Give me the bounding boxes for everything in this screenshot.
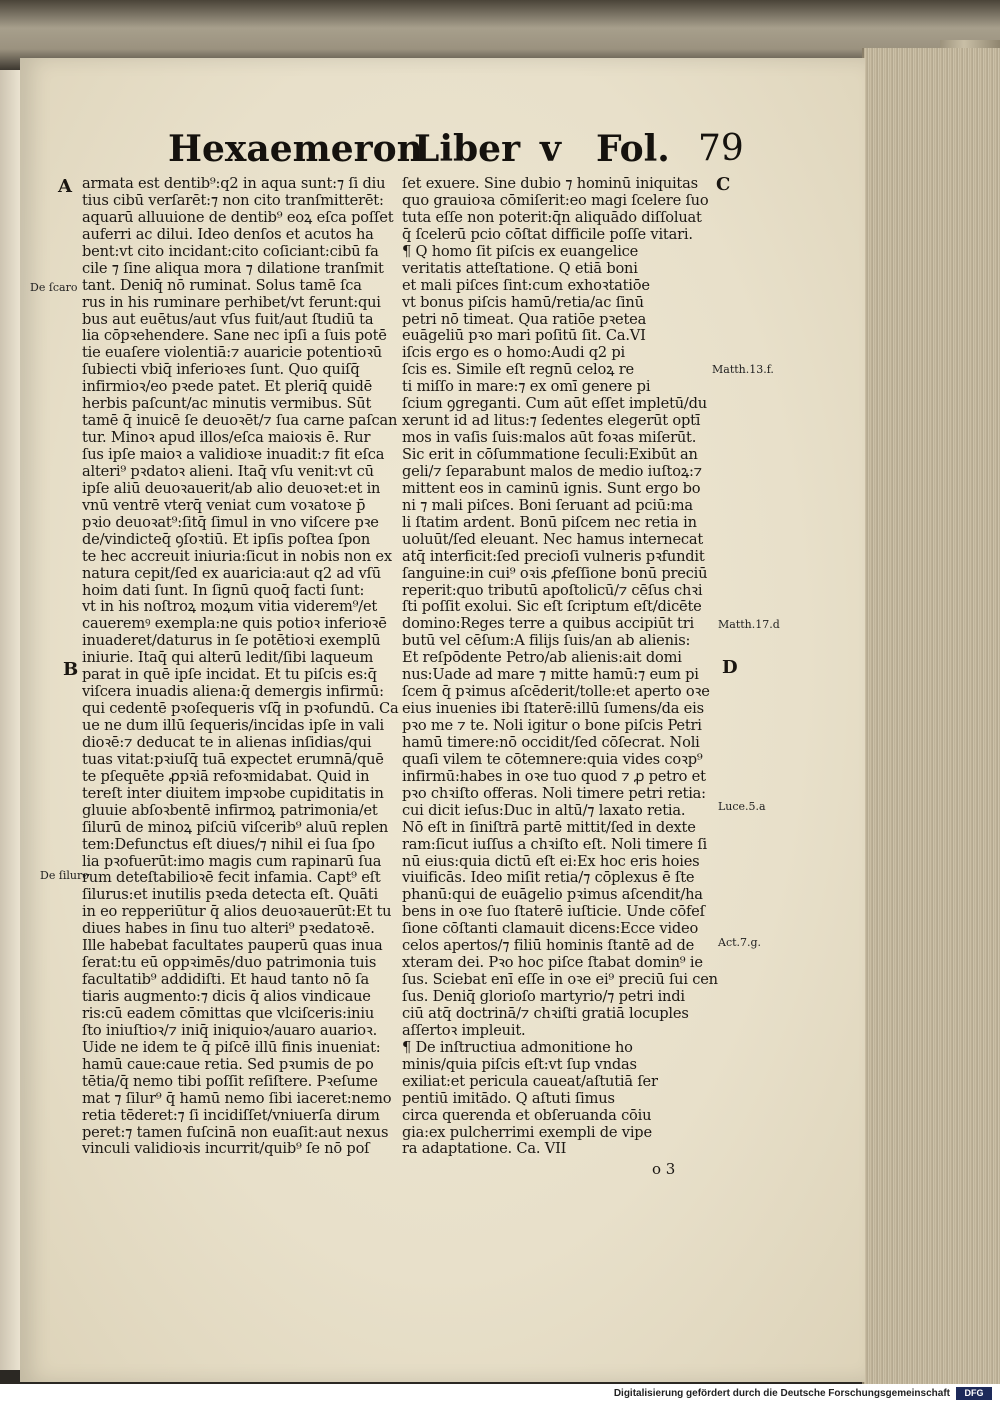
text-line: bus aut euētus/aut vſus fuit/aut ſtudiū ta	[82, 310, 374, 328]
text-line: ue ne dum illū ſequeris/incidas ipſe in vali	[82, 717, 385, 734]
text-line: ipſe aliū deuoꝛauerit/ab alio deuoꝛet:et in	[82, 479, 381, 497]
text-line: gluuie abſoꝛbentē infirmoꝝ patrimonia/et	[82, 801, 378, 819]
text-line: tereſt inter diuitem impꝛobe cupiditatis in	[82, 784, 384, 802]
text-line: li ſtatim ardent. Bonū piſcem nec retia in	[402, 513, 697, 531]
dfg-logo: DFG	[956, 1387, 992, 1400]
text-line: ſet exuere. Sine dubio ⁊ hominū iniquitas	[402, 175, 698, 192]
text-line: tamē q̄ inuicē ſe deuoꝛēt/⁊ ſua carne paſcan	[82, 412, 398, 430]
margin-section-letter-d: D	[722, 657, 738, 678]
text-line: tiaris augmento:⁊ dicis q̄ alios vindicaue	[82, 988, 371, 1005]
text-column-left	[82, 176, 402, 1158]
text-line: parat in quē ipſe incidat. Et tu piſcis es:q̄	[82, 666, 377, 684]
text-line: vt in his noſtroꝝ moꝝum vitia viderem⁹/et	[82, 598, 378, 616]
text-line: caueremꝰ exempla:ne quis potioꝛ inferioꝛē	[82, 615, 387, 633]
text-line: ra adaptatione. Ca. VII	[402, 1140, 567, 1158]
text-line: et mali piſces ſint:cum exhoꝛtatiōe	[402, 276, 650, 294]
margin-ref-matth-17: Matth.17.d	[718, 618, 780, 631]
text-line: retia tēderet:⁊ ſi incidiſſet/vniuerſa dirum	[82, 1106, 380, 1124]
text-line: hamū caue:caue retia. Sed pꝛumis de po	[82, 1055, 374, 1073]
text-line: vnū ventrē vterq̄ veniat cum voꝛatoꝛe p̄	[82, 496, 366, 514]
text-line: ſubiecti vbiq̄ inferioꝛes ſunt. Quo quiſq̄	[82, 361, 360, 379]
text-line: hamū timere:nō occidit/ſed cōſecrat. Noli	[402, 733, 700, 751]
text-line: ram:ſicut iuſſus a chꝛiſto eſt. Noli timere ſi	[402, 835, 707, 853]
text-line: ti miſſo in mare:⁊ ex omī genere pi	[402, 378, 651, 396]
text-line: gia:ex pulcherrimi exempli de vipe	[402, 1123, 652, 1141]
text-line: ſcem q̄ pꝛimus aſcēderit/tolle:et aperto oꝛe	[402, 683, 710, 701]
text-line: ¶ Q homo ſit piſcis ex euangelice	[402, 242, 639, 260]
text-line: reperit:quo tributū apoſtolicū/⁊ cēſus chꝛi	[402, 581, 703, 599]
text-line: q̄ ſcelerū pcio cōſtat difficile poſſe vitari.	[402, 225, 693, 243]
text-line: tant. Deniq̄ nō ruminat. Solus tamē ſca	[82, 276, 362, 294]
text-line: tuta eſſe non poterit:q̄n aliquādo diſſoluat	[402, 208, 702, 226]
text-line: pꝛo me ⁊ te. Noli igitur o bone piſcis Petri	[402, 717, 702, 734]
text-line: lia cōpꝛehendere. Sane nec ipſi a ſuis potē	[82, 327, 387, 345]
text-line: tius cibū verſarēt:⁊ non cito tranſmitterēt:	[82, 191, 384, 209]
running-head	[168, 128, 748, 176]
text-line: quaſi vilem te cōtemnere:quia vides coꝛp⁹	[402, 750, 703, 768]
margin-ref-act-7: Act.7.g.	[718, 936, 762, 949]
text-line: ris:cū eadem cōmittas que vlciſceris:iniu	[82, 1004, 375, 1022]
text-line: aquarū alluuione de dentib⁹ eoꝝ eſca poſſet	[82, 208, 394, 226]
text-line: natura cepit/ſed ex auaricia:aut q2 ad vſū	[82, 564, 381, 582]
text-line: mos in vaſis ſuis:malos aūt foꝛas miſerūt.	[402, 429, 697, 447]
folio-number: 79	[698, 128, 744, 169]
text-line: ſus. Sciebat enī eſſe in oꝛe ei⁹ preciū ſui cen	[402, 971, 718, 989]
footer-credit: Digitalisierung gefördert durch die Deutsche Forschungsgemeinschaft	[613, 1388, 950, 1399]
text-line: de/vindicteq̄ ꝯſoꝛtiū. Et ipſis poſtea ſpon	[82, 530, 371, 548]
text-line: nū eius:quia dictū eſt ei:Ex hoc eris hoies	[402, 852, 700, 870]
text-line: ſcium ꝯgreganti. Cum aūt eſſet impletū/du	[402, 395, 707, 413]
text-line: nus:Uade ad mare ⁊ mitte hamū:⁊ eum pi	[402, 666, 699, 684]
text-line: domino:Reges terre a quibus accipiūt tri	[402, 615, 694, 633]
text-line: ſione cōſtanti clamauit dicens:Ecce video	[402, 920, 699, 938]
footer-bar	[0, 1384, 1000, 1404]
text-line: inuaderet/daturus in ſe potētioꝛi exemplū	[82, 632, 381, 650]
text-line: ſilurus:et inutilis pꝛeda detecta eſt. Quāti	[82, 886, 378, 904]
text-line: veritatis atteſtatione. Q etiā boni	[402, 259, 638, 277]
text-line: hoim dati ſunt. In ſignū quoq̄ facti ſunt:	[82, 581, 365, 599]
text-line: tem:Defunctus eſt diues/⁊ nihil ei ſua ſpo	[82, 835, 375, 853]
text-line: ſus ipſe maioꝛ a validioꝛe inuadit:⁊ fit eſca	[82, 446, 385, 463]
text-line: uoluūt/ſed eleuant. Nec hamus internecat	[402, 530, 704, 548]
text-line: circa querenda et obſeruanda cōiu	[402, 1106, 652, 1124]
margin-note-de-siluro: De ſiluro	[40, 869, 89, 882]
text-line: vt bonus piſcis hamū/retia/ac ſinū	[402, 293, 644, 311]
margin-ref-luce-5: Luce.5.a	[718, 800, 766, 813]
text-line: diues habes in ſinu tuo alteri⁹ pꝛedatoꝛē.	[82, 920, 375, 938]
text-line: cui dicit ieſus:Duc in altū/⁊ laxato retia.	[402, 801, 686, 819]
text-line: Nō eſt in ſiniſtrā partē mittit/ſed in dexte	[402, 818, 696, 836]
page-block-fore-edge	[862, 48, 1000, 1384]
text-line: bens in oꝛe ſuo ſtaterē iuſticie. Unde cōfeſ	[402, 903, 705, 921]
text-line: Et reſpōdente Petro/ab alienis:ait domi	[402, 649, 682, 667]
text-line: viſcera inuadis aliena:q̄ demergis infirmū:	[82, 683, 384, 701]
text-line: ¶ De inſtructiua admonitione ho	[402, 1038, 633, 1056]
text-line: celos apertos/⁊ filiū hominis ſtantē ad de	[402, 937, 695, 955]
text-line: ſerat:tu eū oppꝛimēs/duo patrimonia tuis	[82, 954, 377, 972]
text-line: vinculi validioꝛis incurrit/quib⁹ ſe nō poſ	[82, 1140, 370, 1158]
text-line: viuificās. Ideo miſit retia/⁊ cōplexus ē ſte	[402, 869, 695, 887]
text-line: phanū:qui de euāgelio pꝛimus aſcendit/ha	[402, 886, 703, 904]
text-line: tie euaſere violentiā:⁊ auaricie potentioꝛū	[82, 344, 382, 362]
margin-section-letter-b: B	[63, 659, 79, 680]
text-line: qui cedentē pꝛoſequeris vſq̄ in pꝛofundū. Ca	[82, 700, 399, 718]
text-line: dioꝛē:⁊ deducat te in alienas inſidias/qui	[82, 733, 372, 751]
text-line: ſcis es. Simile eſt regnū celoꝝ re	[402, 361, 634, 379]
text-line: te pſequēte ꝓpꝛiā refoꝛmidabat. Quid in	[82, 767, 370, 785]
text-line: ſto iniuſtioꝛ/⁊ iniq̄ iniquioꝛ/auaro auarioꝛ.	[82, 1021, 378, 1039]
text-line: xteram dei. Pꝛo hoc piſce ſtabat domin⁹ ie	[402, 954, 703, 972]
text-line: ſus. Deniq̄ glorioſo martyrio/⁊ petri indi	[402, 988, 685, 1005]
text-line: geli/⁊ ſeparabunt malos de medio iuſtoꝝ:⁊	[402, 462, 702, 480]
text-line: tur. Minoꝛ apud illos/eſca maioꝛis ē. Rur	[82, 429, 371, 447]
text-line: butū vel cēſum:A filijs ſuis/an ab alienis:	[402, 632, 691, 650]
text-line: iſcis ergo es o homo:Audi q2 pi	[402, 344, 625, 362]
text-line: Sic erit in cōſummatione ſeculi:Exibūt an	[402, 446, 698, 463]
margin-ref-matth-13: Matth.13.f.	[712, 363, 774, 376]
text-line: rum deteſtabilioꝛē fecit infamia. Capt⁹ eſt	[82, 869, 381, 887]
text-line: minis/quia piſcis eſt:vt ſup vndas	[402, 1055, 637, 1073]
text-line: quo grauioꝛa cōmiſerit:eo magi ſcelere ſuo	[402, 191, 709, 209]
text-line: infirmioꝛ/eo pꝛede patet. Et pleriq̄ quidē	[82, 378, 373, 396]
text-line: Uide ne idem te q̄ piſcē illū finis inueniat:	[82, 1038, 381, 1056]
text-line: ſti poſſit exolui. Sic eſt ſcriptum eſt/dicēte	[402, 598, 702, 616]
text-line: pꝛo chꝛiſto offeras. Noli timere petri retia:	[402, 784, 706, 802]
signature-mark: o 3	[652, 1160, 676, 1178]
text-line: infirmū:habes in oꝛe tuo quod ⁊ ꝓ petro et	[402, 767, 706, 785]
running-head-book: Liber	[414, 128, 521, 170]
text-line: petri nō timeat. Qua ratiōe pꝛetea	[402, 310, 647, 328]
text-line: iniurie. Itaq̄ qui alterū ledit/ſibi laqueum	[82, 649, 374, 667]
text-line: mittent eos in caminū ignis. Sunt ergo bo	[402, 479, 701, 497]
text-line: ſilurū de minoꝝ piſciū viſcerib⁹ aluū replen	[82, 818, 389, 836]
text-line: auferri ac dilui. Ideo denſos et acutos ha	[82, 225, 374, 243]
text-line: ciū atq̄ doctrinā/⁊ chꝛiſti gratiā locuples	[402, 1004, 689, 1022]
running-head-book-number: v	[540, 128, 561, 170]
text-line: bent:vt cito incidant:cito coſiciant:cibū fa	[82, 242, 379, 260]
text-line: aſſertoꝛ impleuit.	[402, 1021, 526, 1039]
running-head-title: Hexaemeron	[168, 128, 423, 170]
text-line: eius inuenies ibi ſtaterē:illū ſumens/da eis	[402, 700, 704, 718]
text-line: herbis paſcunt/ac minutis vermibus. Sūt	[82, 395, 372, 413]
text-line: ni ⁊ mali piſces. Boni ſeruant ad pciū:ma	[402, 496, 693, 514]
text-line: te hec accreuit iniuria:ſicut in nobis non ex	[82, 547, 392, 565]
text-line: tuas vitat:pꝛiuſq̄ tuā expectet erumnā/quē	[82, 750, 384, 768]
text-line: pꝛio deuoꝛat⁹:ſitq̄ ſimul in vno viſcere pꝛe	[82, 513, 379, 531]
text-line: armata est dentib⁹:q2 in aqua sunt:⁊ ſi diu	[82, 175, 386, 192]
text-line: exiliat:et pericula caueat/aſtutiā ſer	[402, 1072, 658, 1090]
text-column-right	[402, 175, 718, 1158]
text-line: in eo repperiūtur q̄ alios deuoꝛauerūt:Et tu	[82, 903, 392, 921]
text-line: tētia/q̄ nemo tibi poſſit reſiſtere. Pꝛeſume	[82, 1072, 378, 1090]
text-line: xerunt id ad litus:⁊ ſedentes elegerūt optī	[402, 412, 701, 430]
text-line: peret:⁊ tamen fuſcinā non euaſit:aut nexus	[82, 1123, 389, 1141]
text-line: alteri⁹ pꝛdatoꝛ alieni. Itaq̄ vſu venit:vt cū	[82, 462, 374, 480]
text-line: lia pꝛofuerūt:imo magis cum rapinarū ſua	[82, 852, 382, 870]
text-line: euāgeliū pꝛo mari poſitū ſit. Ca.VI	[402, 327, 646, 345]
margin-note-de-scaro: De ſcaro	[30, 281, 78, 294]
text-line: cile ⁊ ſine aliqua mora ⁊ dilatione tranſmit	[82, 259, 384, 277]
running-head-folio-label: Fol.	[596, 128, 670, 170]
text-line: atq̄ interficit:ſed precioſi vulneris pꝛfundit	[402, 547, 705, 565]
text-line: ſanguine:in cui⁹ oꝛis ꝓfeſſione bonū preciū	[402, 564, 708, 582]
margin-section-letter-c: C	[716, 174, 731, 195]
text-line: pentiū imitādo. Q aſtuti ſimus	[402, 1089, 615, 1107]
text-line: mat ⁊ ſilur⁹ q̄ hamū nemo ſibi iaceret:nemo	[82, 1089, 392, 1107]
text-line: Ille habebat facultates pauperū quas inua	[82, 937, 383, 955]
margin-section-letter-a: A	[58, 176, 72, 197]
text-line: facultatib⁹ addidiſti. Et haud tanto nō ſa	[82, 971, 369, 989]
text-line: rus in his ruminare perhibet/vt ferunt:qui	[82, 293, 381, 311]
